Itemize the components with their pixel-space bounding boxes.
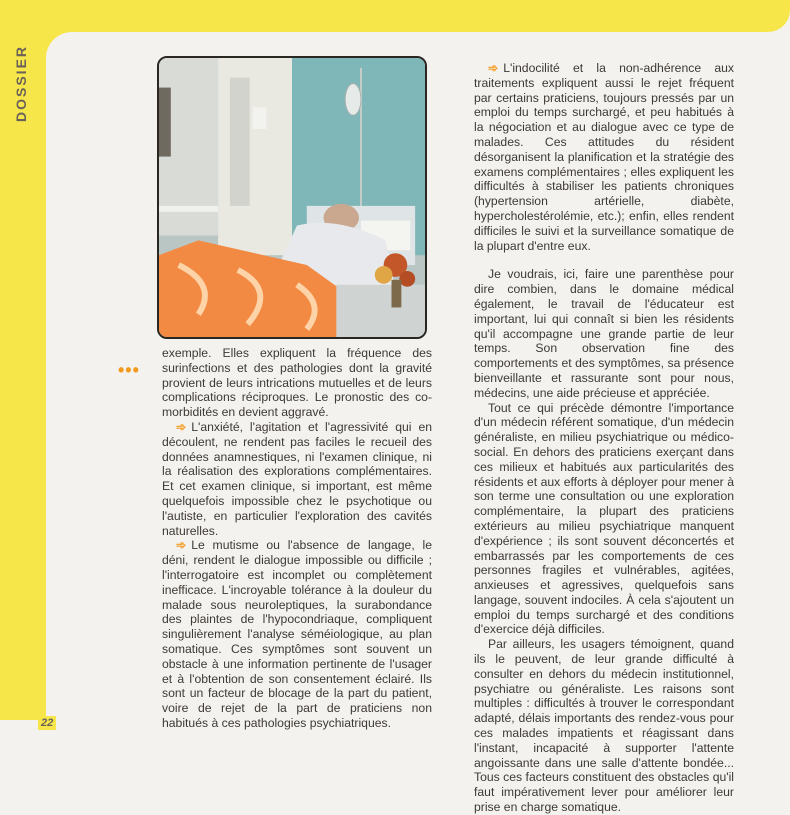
- right-paragraph-3: Tout ce qui précède démontre l'importance d'un médecin référent somatique, d'un médecin généraliste, en milieu psychiatrique ou médico-social. En dehors des praticiens exerçant dans ces milieux et habitués aux particularités des résidents et aux efforts à déployer pour mener à son terme une consultation ou une exploration complémentaire, la plupart des praticiens extérieurs au milieu psychiatrique manquent d'expérience ; ils sont souvent déconcertés et embarrassés par les comportements de ces personnes fragiles et vulnérables, agitées, anxieuses et agressives, quelquefois sans langage, souvent indociles. À cela s'ajoutent un emploi du temps surchargé et des conditions d'exercice déjà difficiles.: [474, 400, 734, 637]
- arrow-icon: ➾: [488, 61, 499, 75]
- right-paragraph-4: Par ailleurs, les usagers témoignent, quand ils le peuvent, de leur grande difficulté à consulter en dehors du médecin institutionnel, psychiatre ou généraliste. Les raisons sont multiples : difficultés à trouver le correspondant adapté, délais importants des rendez-vous pour ces malades impatients et réagissant dans l'instant, incapacité à supporter l'attente angoissante dans une salle d'attente bondée... Tous ces facteurs constituent des obstacles qu'il faut impérativement lever pour améliorer leur prise en charge somatique.: [474, 637, 734, 815]
- left-paragraph-3: ➾ Le mutisme ou l'absence de langage, le déni, rendent le dialogue impossible ou difficile ; l'interrogatoire est incomplet ou complètement inefficace. L'incroyable tolérance à la douleur du malade sous neuroleptiques, la surabondance des plaintes de l'hypocondriaque, compliquent singulièrement l'analyse séméiologique, au plan somatique. Ces symptômes sont souvent un obstacle à une information pertinente de l'usager et à l'obtention de son consentement éclairé. Ils sont un facteur de blocage de la part du patient, voire de rejet de la part de praticiens non habitués à ces pathologies psychiatriques.: [162, 538, 432, 730]
- left-paragraph-1: exemple. Elles expliquent la fréquence des surinfections et des pathologies dont la gravité provient de leurs intrications mutuelles et de leurs complications réciproques. Le pronostic des co-morbidités en devient aggravé.: [162, 346, 432, 420]
- section-label: DOSSIER: [13, 44, 29, 122]
- arrow-icon: ➾: [176, 419, 187, 434]
- photo-image: [159, 58, 425, 337]
- hospital-bed-photo: [157, 56, 427, 339]
- left-paragraph-2: ➾ L'anxiété, l'agitation et l'agressivité qui en découlent, ne rendent pas faciles le recueil des données anamnestiques, ni l'examen clinique, ni la réalisation des explorations complémentaires. Et cet examen clinique, si important, est même quelquefois impossible chez le psychotique ou l'autiste, en particulier l'exploration des cavités naturelles.: [162, 419, 432, 538]
- left-column: [162, 346, 432, 731]
- right-paragraph-1: ➾ L'indocilité et la non-adhérence aux traitements expliquent aussi le rejet fréquent par certains praticiens, toujours pressés par un emploi du temps surchargé, et peu habitués à la négociation et au dialogue avec ce type de malades. Ces attitudes du résident désorganisent la planification et la stratégie des examens complémentaires ; elles expliquent les difficultés à stabiliser les patients chroniques (hypertension artérielle, diabète, hypercholestérolémie, etc.); enfin, elles rendent difficiles le suivi et la surveillance somatique de la plupart d'entre eux.: [474, 61, 734, 253]
- lead-marker: •••: [118, 360, 140, 380]
- page-number: 22: [38, 716, 56, 730]
- right-column: [474, 61, 734, 815]
- arrow-icon: ➾: [176, 538, 187, 553]
- yellow-top-strip: [585, 0, 790, 32]
- right-paragraph-2: Je voudrais, ici, faire une parenthèse pour dire combien, dans le domaine médical également, le travail de l'éducateur est important, lui qui connaît si bien les résidents qu'il accompagne une grande partie de leur temps. Son observation fine des comportements et des symptômes, sa présence bienveillante et rassurante sont pour nous, médecins, une aide précieuse et appréciée.: [474, 267, 734, 400]
